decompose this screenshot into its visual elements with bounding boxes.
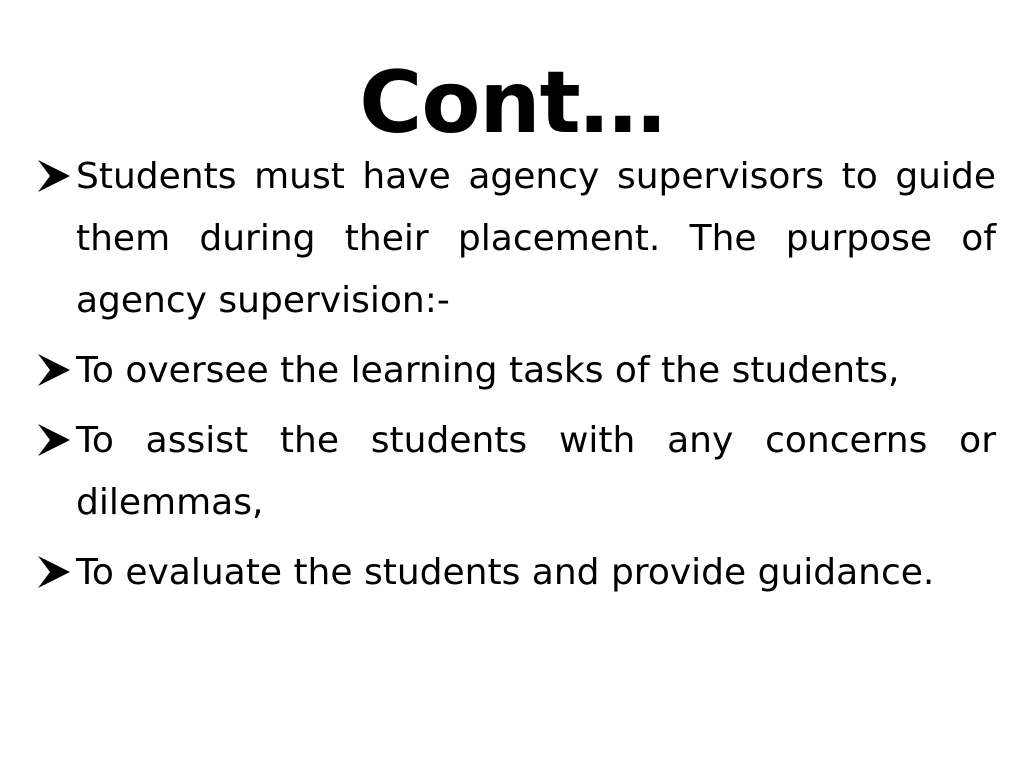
- arrowhead-bullet-icon: [36, 350, 72, 390]
- arrowhead-bullet-icon: [36, 156, 72, 196]
- bullet-item: [36, 340, 996, 402]
- bullet-item: [36, 146, 996, 332]
- slide-title: Cont…: [359, 53, 665, 153]
- bullet-text: Students must have agency supervisors to guide them during their placement. The purpose of agency supervision:-: [76, 156, 996, 321]
- bullet-text: To oversee the learning tasks of the students,: [76, 350, 900, 391]
- arrowhead-bullet-icon: [36, 552, 72, 592]
- bullet-item: [36, 542, 996, 604]
- bullet-item: [36, 410, 996, 534]
- bullet-text: To assist the students with any concerns or dilemmas,: [76, 420, 996, 523]
- bullet-list: [36, 146, 996, 612]
- arrowhead-bullet-icon: [36, 420, 72, 460]
- bullet-text: To evaluate the students and provide guidance.: [76, 552, 935, 593]
